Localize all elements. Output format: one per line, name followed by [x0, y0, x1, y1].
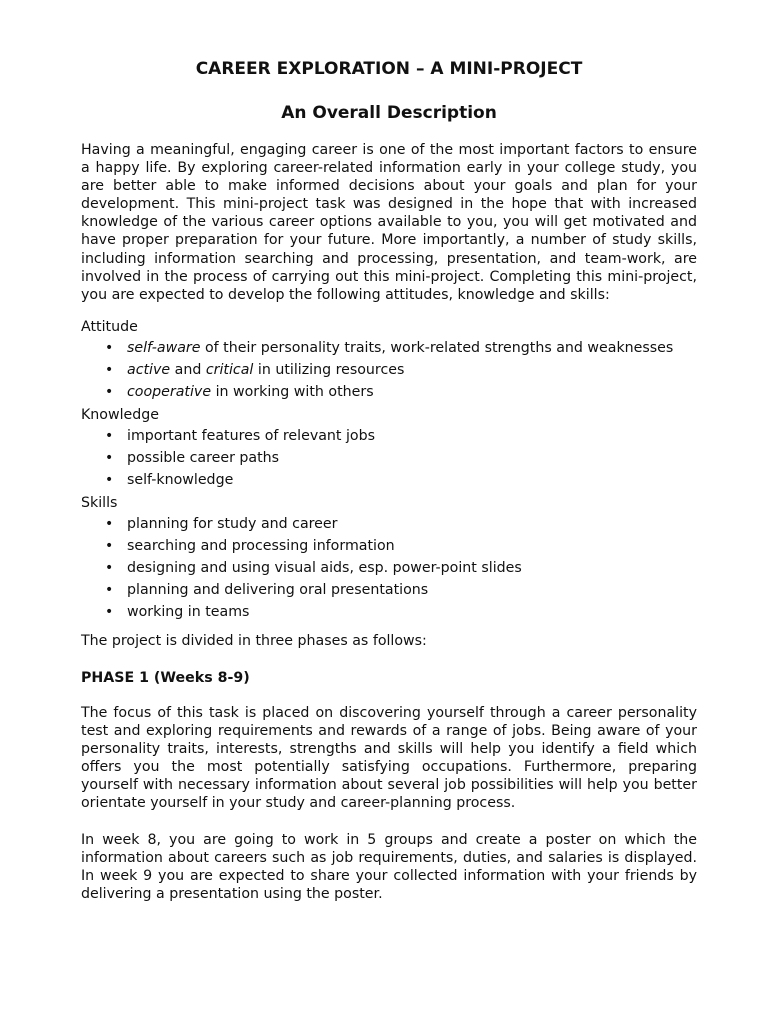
bullet-icon: • — [105, 471, 114, 488]
list-item — [81, 537, 697, 555]
bullet-icon: • — [105, 559, 114, 576]
emphasis: cooperative — [127, 383, 212, 400]
list-item — [81, 339, 697, 357]
bullet-icon: • — [105, 427, 114, 444]
emphasis: self-aware — [127, 339, 201, 356]
list-item-text: designing and using visual aids, esp. power-point slides — [127, 559, 522, 576]
list-item — [81, 581, 697, 599]
list-item — [81, 383, 697, 401]
bullet-icon: • — [105, 361, 114, 378]
list-item-text: and — [170, 361, 206, 378]
list-item-text: planning and delivering oral presentations — [127, 581, 429, 598]
list-item — [81, 515, 697, 533]
intro-paragraph: Having a meaningful, engaging career is one of the most important factors to ensure a happy life. By exploring career-related information early in your college study, you are better able to make informed decisions about your goals and plan for your development. This mini-project task was designed in the hope that with increased knowledge of the various career options available to you, you will get motivated and have proper preparation for your future. More importantly, a number of study skills, including information searching and processing, presentation, and team-work, are involved in the process of carrying out this mini-project. Completing this mini-project, you are expected to develop the following attitudes, knowledge and skills: — [81, 142, 697, 303]
list-item-text: in utilizing resources — [253, 361, 405, 378]
knowledge-label: Knowledge — [81, 406, 159, 423]
phase-1-heading: PHASE 1 (Weeks 8-9) — [81, 669, 250, 686]
skills-label: Skills — [81, 494, 118, 511]
list-item-text: self-knowledge — [127, 471, 234, 488]
bullet-icon: • — [105, 537, 114, 554]
skills-list — [81, 515, 697, 621]
list-item — [81, 449, 697, 467]
emphasis: active — [127, 361, 171, 378]
list-item — [81, 603, 697, 621]
bullet-icon: • — [105, 515, 114, 532]
list-item-text: working in teams — [127, 603, 250, 620]
bullet-icon: • — [105, 339, 114, 356]
phase-1-weeks-paragraph: In week 8, you are going to work in 5 groups and create a poster on which the information about careers such as job requirements, duties, and salaries is displayed. In week 9 you are expected to share your collected information with your friends by delivering a presentation using the poster. — [81, 831, 697, 902]
knowledge-list — [81, 427, 697, 489]
phases-intro: The project is divided in three phases as follows: — [81, 632, 427, 649]
list-item-text: planning for study and career — [127, 515, 338, 532]
document-page — [81, 56, 697, 903]
bullet-icon: • — [105, 383, 114, 400]
attitude-label: Attitude — [81, 318, 138, 335]
bullet-icon: • — [105, 603, 114, 620]
document-subtitle: An Overall Description — [281, 103, 497, 123]
list-item — [81, 471, 697, 489]
list-item — [81, 427, 697, 445]
emphasis: critical — [205, 361, 254, 378]
list-item-text: possible career paths — [127, 449, 280, 466]
document-title: CAREER EXPLORATION – A MINI-PROJECT — [195, 59, 583, 79]
list-item-text: in working with others — [211, 383, 374, 400]
list-item-text: important features of relevant jobs — [127, 427, 376, 444]
list-item-text: of their personality traits, work-related strengths and weaknesses — [200, 339, 674, 356]
bullet-icon: • — [105, 449, 114, 466]
bullet-icon: • — [105, 581, 114, 598]
list-item — [81, 361, 697, 379]
list-item — [81, 559, 697, 577]
list-item-text: searching and processing information — [127, 537, 395, 554]
phase-1-paragraph: The focus of this task is placed on discovering yourself through a career personality test and exploring requirements and rewards of a range of jobs. Being aware of your personality traits, interests, strengths and skills will help you identify a field which offers you the most potentially satisfying occupations. Furthermore, preparing yourself with necessary information about several job possibilities will help you better orientate yourself in your study and career-planning process. — [81, 704, 697, 812]
attitude-list — [81, 339, 697, 401]
